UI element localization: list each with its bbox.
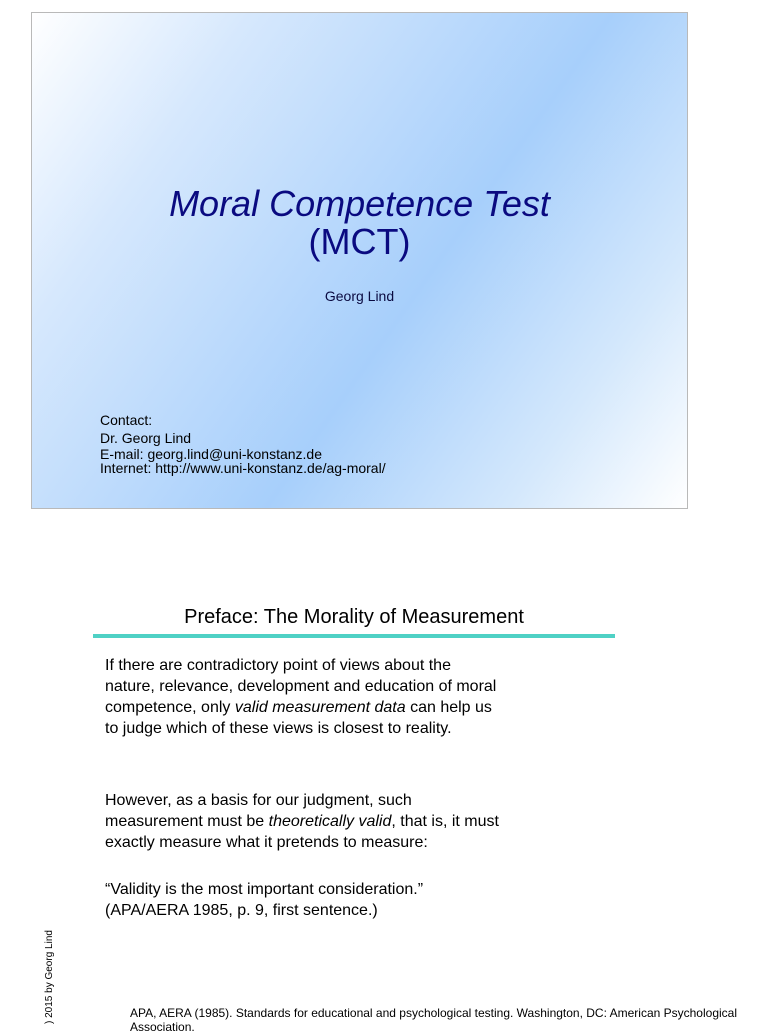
slide-author: Georg Lind	[324, 288, 395, 304]
preface-paragraph-1	[105, 655, 505, 739]
preface-title: Preface: The Morality of Measurement	[184, 606, 524, 628]
contact-name: Dr. Georg Lind	[100, 430, 192, 446]
preface-paragraph-2	[105, 790, 505, 853]
p1-emphasis: valid measurement data	[234, 699, 406, 716]
title-line-2: (MCT)	[308, 221, 411, 262]
p1-text-b: can help us to judge which of these views is closest to reality.	[105, 699, 492, 737]
quote-text: “Validity is the most important consideration.”	[105, 881, 424, 898]
contact-block	[100, 411, 386, 475]
reference-footnote: APA, AERA (1985). Standards for educational and psychological testing. Washington, DC: American Psychological Association.	[130, 1006, 737, 1034]
preface-quote	[105, 879, 505, 921]
contact-email: E-mail: georg.lind@uni-konstanz.de	[100, 446, 322, 462]
title-slide	[31, 12, 688, 509]
p2-text-a: However, as a basis for our judgment, such measurement must be	[105, 792, 412, 830]
title-line-1: Moral Competence Test	[169, 183, 550, 224]
contact-label: Contact:	[100, 412, 153, 428]
slide-title	[32, 185, 687, 261]
p2-text-b: , that is, it must exactly measure what it pretends to measure:	[105, 813, 499, 851]
copyright-note: ) 2015 by Georg Lind	[44, 930, 55, 1024]
title-underline	[93, 634, 615, 638]
contact-internet: Internet: http://www.uni-konstanz.de/ag-moral/	[100, 460, 386, 476]
p2-emphasis: theoretically valid	[268, 813, 392, 830]
p1-text-a: If there are contradictory point of views about the nature, relevance, development and education of moral competence, only	[105, 657, 497, 716]
quote-citation: (APA/AERA 1985, p. 9, first sentence.)	[105, 902, 378, 919]
